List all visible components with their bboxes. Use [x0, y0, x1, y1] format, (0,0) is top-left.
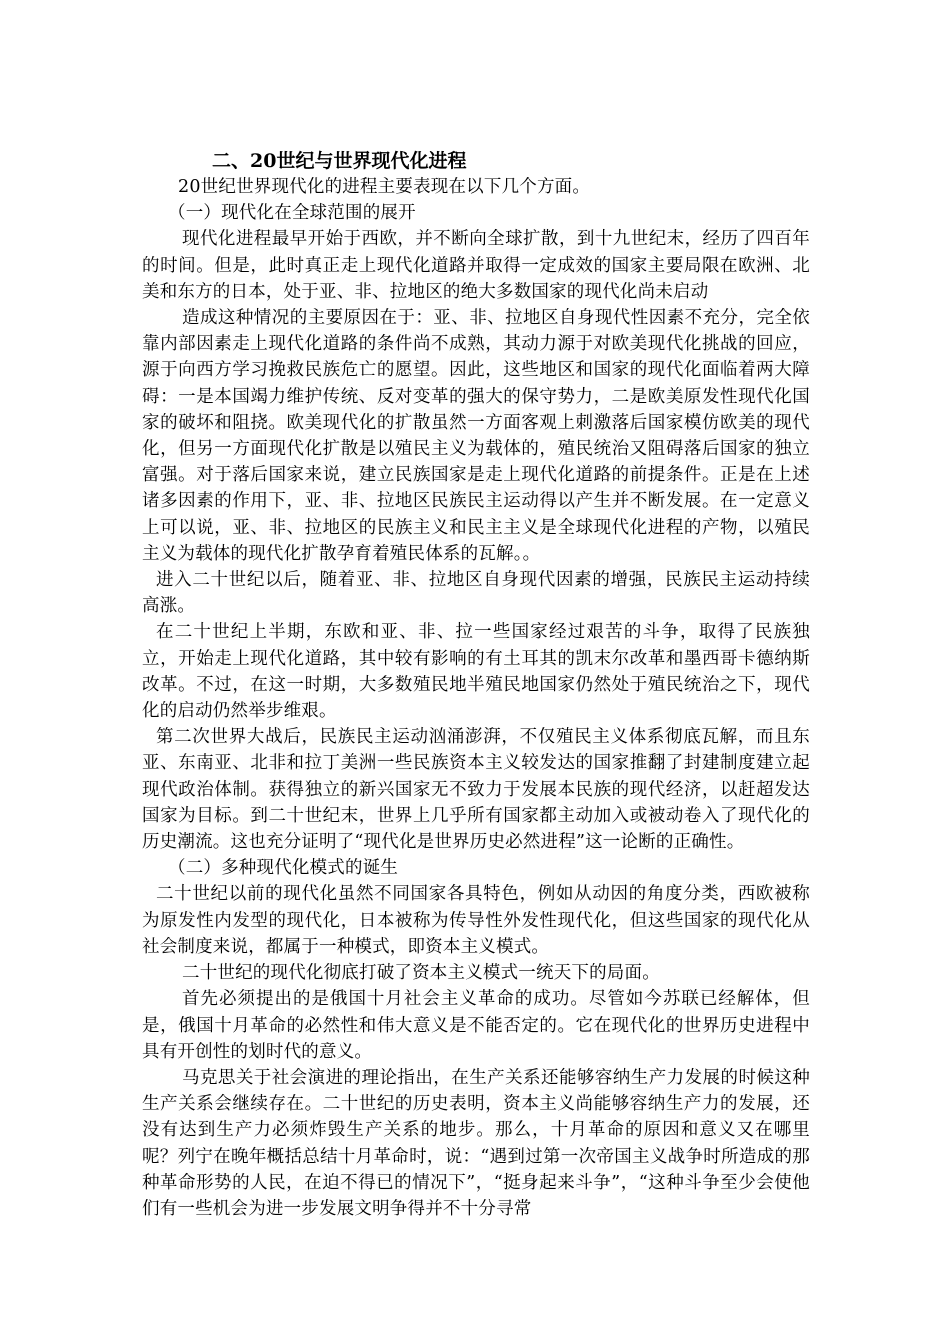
subsection-heading-2: （二）多种现代化模式的诞生	[168, 858, 399, 879]
paragraph-6: 二十世纪以前的现代化虽然不同国家各具特色，例如从动因的角度分类，西欧被称为原发性内发型的现代化，日本被称为传导性外发性现代化，但这些国家的现代化从社会制度来说，都属于一种模式，即资本主义模式。	[142, 884, 810, 957]
document-page	[142, 148, 810, 1222]
paragraph-1: 现代化进程最早开始于西欧，并不断向全球扩散，到十九世纪末，经历了四百年的时间。但是，此时真正走上现代化道路并取得一定成效的国家主要局限在欧洲、北美和东方的日本，处于亚、非、拉地区的绝大多数国家的现代化尚未启动	[142, 229, 810, 302]
paragraph-2: 造成这种情况的主要原因在于：亚、非、拉地区自身现代性因素不充分，完全依靠内部因素走上现代化道路的条件尚不成熟，其动力源于对欧美现代化挑战的回应，源于向西方学习挽救民族危亡的愿望。因此，这些地区和国家的现代化面临着两大障碍：一是本国竭力维护传统、反对变革的强大的保守势力，二是欧美原发性现代化国家的破坏和阻挠。欧美现代化的扩散虽然一方面客观上刺激落后国家模仿欧美的现代化，但另一方面现代化扩散是以殖民主义为载体的，殖民统治又阻碍落后国家的独立富强。对于落后国家来说，建立民族国家是走上现代化道路的前提条件。正是在上述诸多因素的作用下，亚、非、拉地区民族民主运动得以产生并不断发展。在一定意义上可以说，亚、非、拉地区的民族主义和民主主义是全球现代化进程的产物，以殖民主义为载体的现代化扩散孕育着殖民体系的瓦解。。	[142, 308, 810, 564]
section-title: 二、20世纪与世界现代化进程	[212, 150, 467, 172]
paragraph-9: 马克思关于社会演进的理论指出，在生产关系还能够容纳生产力发展的时候这种生产关系会继续存在。二十世纪的历史表明，资本主义尚能够容纳生产力的发展，还没有达到生产力必须炸毁生产关系的地步。那么，十月革命的原因和意义又在哪里呢？列宁在晚年概括总结十月革命时，说：“遇到过第一次帝国主义战争时所造成的那种革命形势的人民，在迫不得已的情况下”，“挺身起来斗争”，“这种斗争至少会使他们有一些机会为进一步发展文明争得并不十分寻常	[142, 1067, 810, 1219]
paragraph-5: 第二次世界大战后，民族民主运动汹涌澎湃，不仅殖民主义体系彻底瓦解，而且东亚、东南亚、北非和拉丁美洲一些民族资本主义较发达的国家推翻了封建制度建立起现代政治体制。获得独立的新兴国家无不致力于发展本民族的现代经济，以赶超发达国家为目标。到二十世纪末，世界上几乎所有国家都主动加入或被动卷入了现代化的历史潮流。这也充分证明了“现代化是世界历史必然进程”这一论断的正确性。	[142, 727, 810, 853]
intro-paragraph: 20世纪世界现代化的进程主要表现在以下几个方面。	[178, 177, 591, 197]
paragraph-7: 二十世纪的现代化彻底打破了资本主义模式一统天下的局面。	[182, 963, 660, 984]
paragraph-8: 首先必须提出的是俄国十月社会主义革命的成功。尽管如今苏联已经解体，但是，俄国十月革命的必然性和伟大意义是不能否定的。它在现代化的世界历史进程中具有开创性的划时代的意义。	[142, 989, 810, 1062]
paragraph-3: 进入二十世纪以后，随着亚、非、拉地区自身现代因素的增强，民族民主运动持续高涨。	[142, 570, 810, 617]
paragraph-4: 在二十世纪上半期，东欧和亚、非、拉一些国家经过艰苦的斗争，取得了民族独立，开始走上现代化道路，其中较有影响的有土耳其的凯末尔改革和墨西哥卡德纳斯改革。不过，在这一时期，大多数殖民地半殖民地国家仍然处于殖民统治之下，现代化的启动仍然举步维艰。	[142, 622, 810, 722]
subsection-heading-1: （一）现代化在全球范围的展开	[168, 203, 416, 224]
